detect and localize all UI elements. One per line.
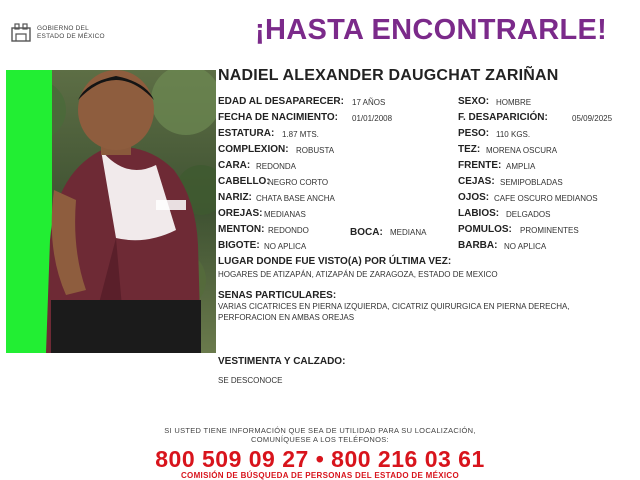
weight-label: PESO: <box>458 128 490 139</box>
phone-numbers <box>0 446 640 473</box>
logo-line-2: ESTADO DE MÉXICO <box>37 33 105 40</box>
beard-label: BARBA: <box>458 240 498 251</box>
nose-label: NARIZ: <box>218 192 252 203</box>
beard-value: NO APLICA <box>504 242 547 251</box>
face-label: CARA: <box>218 160 251 171</box>
skin-value: MORENA OSCURA <box>486 146 558 155</box>
person-photo <box>6 70 216 353</box>
eyes-label: OJOS: <box>458 192 490 203</box>
forehead-label: FRENTE: <box>458 160 502 171</box>
phone-2[interactable]: 800 216 03 61 <box>331 446 485 472</box>
clothing-label: VESTIMENTA Y CALZADO: <box>218 356 346 367</box>
info-note-line-1: SI USTED TIENE INFORMACIÓN QUE SEA DE UTILIDAD PARA SU LOCALIZACIÓN, <box>164 426 476 435</box>
chin-label: MENTON: <box>218 224 265 235</box>
forehead-value: AMPLIA <box>506 162 536 171</box>
commission-name: COMISIÓN DE BÚSQUEDA DE PERSONAS DEL ESTADO DE MÉXICO <box>180 471 459 480</box>
phone-separator: • <box>315 446 325 472</box>
last-seen-value: HOGARES DE ATIZAPÁN, ATIZAPÁN DE ZARAGOZA, ESTADO DE MEXICO <box>218 270 498 279</box>
info-note-line-2: COMUNÍQUESE A LOS TELÉFONOS: <box>251 435 389 444</box>
disappearance-date-label: F. DESAPARICIÓN: <box>458 112 548 123</box>
logo-line-1: GOBIERNO DEL <box>37 25 89 32</box>
birthdate-value: 01/01/2008 <box>352 114 393 123</box>
age-value: 17 AÑOS <box>352 98 386 107</box>
phone-1[interactable]: 800 509 09 27 <box>155 446 309 472</box>
sex-label: SEXO: <box>458 96 490 107</box>
cheekbones-value: PROMINENTES <box>520 226 579 235</box>
mouth-label: BOCA: <box>350 227 383 238</box>
eyebrows-label: CEJAS: <box>458 176 495 187</box>
government-logo <box>10 22 120 46</box>
eyebrows-value: SEMIPOBLADAS <box>500 178 563 187</box>
weight-value: 110 KGS. <box>496 130 531 139</box>
coat-of-arms-icon <box>10 22 32 44</box>
cheekbones-label: POMULOS: <box>458 224 512 235</box>
mustache-value: NO APLICA <box>264 242 307 251</box>
person-name: NADIEL ALEXANDER DAUGCHAT ZARIÑAN <box>218 67 559 84</box>
skin-label: TEZ: <box>458 144 481 155</box>
build-value: ROBUSTA <box>296 146 335 155</box>
particular-signs-value: VARIAS CICATRICES EN PIERNA IZQUIERDA, CICATRIZ QUIRURGICA EN PIERNA DERECHA, PERFORACION EN AMBAS OREJAS <box>218 302 570 322</box>
last-seen-label: LUGAR DONDE FUE VISTO(A) POR ÚLTIMA VEZ: <box>218 256 452 267</box>
height-label: ESTATURA: <box>218 128 275 139</box>
hair-value: NEGRO CORTO <box>268 178 329 187</box>
nose-value: CHATA BASE ANCHA <box>256 194 335 203</box>
birthdate-label: FECHA DE NACIMIENTO: <box>218 112 338 123</box>
ears-value: MEDIANAS <box>264 210 306 219</box>
age-label: EDAD AL DESAPARECER: <box>218 96 344 107</box>
chin-value: REDONDO <box>268 226 309 235</box>
mustache-label: BIGOTE: <box>218 240 260 251</box>
headline: ¡HASTA ENCONTRARLE! <box>255 14 608 46</box>
height-value: 1.87 MTS. <box>282 130 319 139</box>
clothing-value: SE DESCONOCE <box>218 376 283 385</box>
build-label: COMPLEXION: <box>218 144 289 155</box>
hair-label: CABELLO: <box>218 176 270 187</box>
lips-value: DELGADOS <box>506 210 551 219</box>
particular-signs-label: SENAS PARTICULARES: <box>218 290 337 301</box>
disappearance-date-value: 05/09/2025 <box>572 114 613 123</box>
lips-label: LABIOS: <box>458 208 500 219</box>
sex-value: HOMBRE <box>496 98 532 107</box>
face-value: REDONDA <box>256 162 297 171</box>
mouth-value: MEDIANA <box>390 228 427 237</box>
eyes-value: CAFE OSCURO MEDIANOS <box>494 194 598 203</box>
ears-label: OREJAS: <box>218 208 263 219</box>
